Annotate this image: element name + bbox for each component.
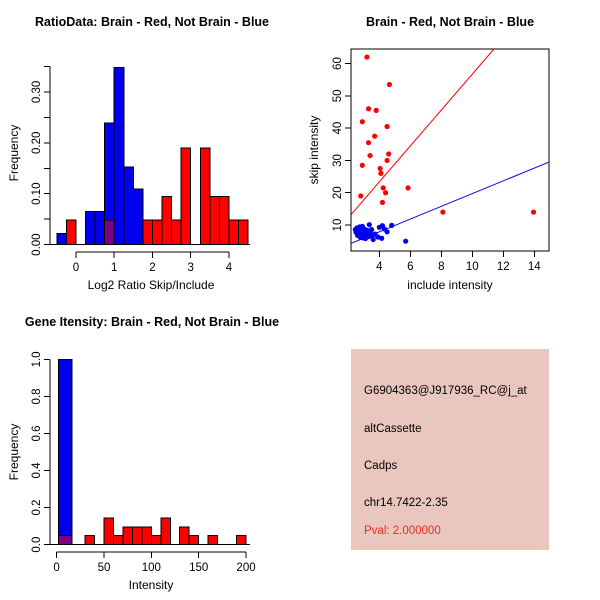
panel-title: RatioData: Brain - Red, Not Brain - Blue [34, 15, 270, 29]
hist-bar-red [210, 196, 220, 244]
regression-line-red [351, 49, 494, 215]
hist-bar-red [143, 220, 153, 244]
y-tick-label: 0.2 [31, 499, 43, 516]
hist-bar-red [208, 536, 217, 545]
x-axis-label: include intensity [407, 278, 493, 292]
y-tick-label: 50 [332, 89, 344, 103]
x-tick-label: 6 [407, 261, 414, 273]
x-tick-label: 4 [376, 261, 383, 273]
y-tick-label: 1.0 [31, 351, 43, 368]
hist-bar-purple [59, 536, 72, 545]
hist-bar-red [142, 527, 151, 545]
hist-bar-red [181, 148, 191, 245]
y-tick-label: 0.00 [31, 233, 43, 256]
scatter-point-blue [367, 222, 372, 227]
y-tick-label: 0.20 [31, 131, 43, 155]
scatter-point-red [440, 210, 445, 215]
hist-bar-red [229, 220, 239, 244]
locus-text: chr14.7422-2.35 [364, 497, 448, 509]
y-tick-label: 0.30 [31, 80, 43, 104]
y-tick-label: 0.8 [31, 388, 43, 405]
y-axis-label: Frequency [7, 124, 21, 182]
scatter-point-red [405, 185, 410, 190]
scatter-point-red [360, 163, 365, 168]
scatter-point-blue [403, 239, 408, 244]
x-tick-label: 2 [149, 262, 156, 274]
scatter-point-red [384, 158, 389, 163]
scatter-point-red [384, 124, 389, 129]
hist-bar-blue [95, 212, 105, 245]
hist-bar-red [151, 536, 160, 545]
scatter-point-red [367, 153, 372, 158]
x-tick-label: 12 [496, 261, 510, 273]
scatter-point-red [358, 193, 363, 198]
hist-bar-red [239, 220, 249, 244]
scatter-point-blue [384, 229, 389, 234]
y-tick-label: 60 [332, 57, 344, 70]
x-tick-label: 1 [111, 262, 118, 274]
scatter-point-red [372, 134, 377, 139]
scatter-point-red [378, 171, 383, 176]
y-axis-label: Frequency [7, 423, 21, 481]
hist-bar-red [132, 527, 141, 545]
x-axis-label: Intensity [128, 578, 174, 592]
scatter-point-red [360, 119, 365, 124]
x-tick-label: 4 [225, 262, 233, 274]
scatter-point-red [387, 82, 392, 87]
splice-type-text: altCassette [364, 423, 422, 435]
scatter-point-red [531, 210, 536, 215]
hist-bar-blue [57, 233, 67, 244]
hist-bar-red [85, 536, 94, 545]
scatter-point-blue [371, 237, 376, 242]
x-tick-label: 0 [72, 262, 80, 274]
hist-bar-blue [114, 67, 124, 244]
hist-bar-red [123, 527, 132, 545]
hist-bar-blue [86, 212, 96, 245]
scatter-point-blue [369, 227, 374, 232]
x-tick-label: 150 [189, 562, 209, 574]
y-tick-label: 40 [332, 121, 344, 135]
hist-bar-red [237, 536, 246, 545]
panel-title: Gene Itensity: Brain - Red, Not Brain - Blue [24, 315, 280, 329]
hist-bar-red [189, 536, 198, 545]
info-panel [351, 349, 549, 550]
y-tick-label: 0.0 [31, 536, 43, 553]
hist-bar-red [172, 220, 182, 244]
hist-bar-blue [124, 167, 134, 244]
hist-bar-red [180, 527, 189, 545]
probe-id-text: G6904363@J917936_RC@j_at [364, 385, 527, 397]
scatter-point-red [378, 166, 383, 171]
scatter-point-red [386, 151, 391, 156]
hist-bar-red [161, 518, 170, 544]
x-tick-label: 200 [236, 562, 256, 574]
y-axis-label: skip intensity [307, 115, 321, 185]
gene-symbol-text: Cadps [364, 460, 398, 472]
pval-text: Pval: 2.000000 [364, 525, 441, 537]
scatter-point-red [366, 140, 371, 145]
hist-bar-red [162, 196, 172, 244]
x-tick-label: 10 [465, 261, 479, 273]
panel-title: Brain - Red, Not Brain - Blue [365, 15, 535, 29]
scatter-point-red [366, 106, 371, 111]
x-tick-label: 3 [187, 262, 194, 274]
hist-bar-red [200, 148, 210, 245]
y-tick-label: 10 [332, 218, 344, 232]
hist-bar-red [152, 220, 162, 244]
y-tick-label: 0.6 [31, 425, 43, 442]
y-tick-label: 20 [332, 186, 344, 200]
hist-bar-purple [105, 220, 115, 244]
x-tick-label: 0 [53, 562, 60, 574]
hist-bar-red [219, 196, 229, 244]
y-tick-label: 30 [332, 154, 344, 167]
hist-bar-red [113, 536, 122, 545]
scatter-point-blue [389, 223, 394, 228]
x-tick-label: 8 [438, 261, 445, 273]
scatter-point-red [380, 200, 385, 205]
hist-bar-blue [59, 359, 72, 544]
scatter-point-blue [379, 236, 384, 241]
hist-bar-red [66, 220, 76, 244]
y-tick-label: 0.4 [31, 462, 43, 479]
x-tick-label: 14 [527, 261, 541, 273]
x-axis-label: Log2 Ratio Skip/Include [87, 278, 215, 292]
x-tick-label: 100 [141, 562, 161, 574]
scatter-point-red [374, 108, 379, 113]
scatter-point-red [364, 54, 369, 59]
scatter-point-red [381, 185, 386, 190]
y-tick-label: 0.10 [31, 182, 43, 205]
scatter-point-red [383, 190, 388, 195]
hist-bar-blue [133, 189, 143, 244]
hist-bar-red [104, 518, 113, 544]
plot-box [351, 49, 549, 251]
x-tick-label: 50 [97, 562, 111, 574]
